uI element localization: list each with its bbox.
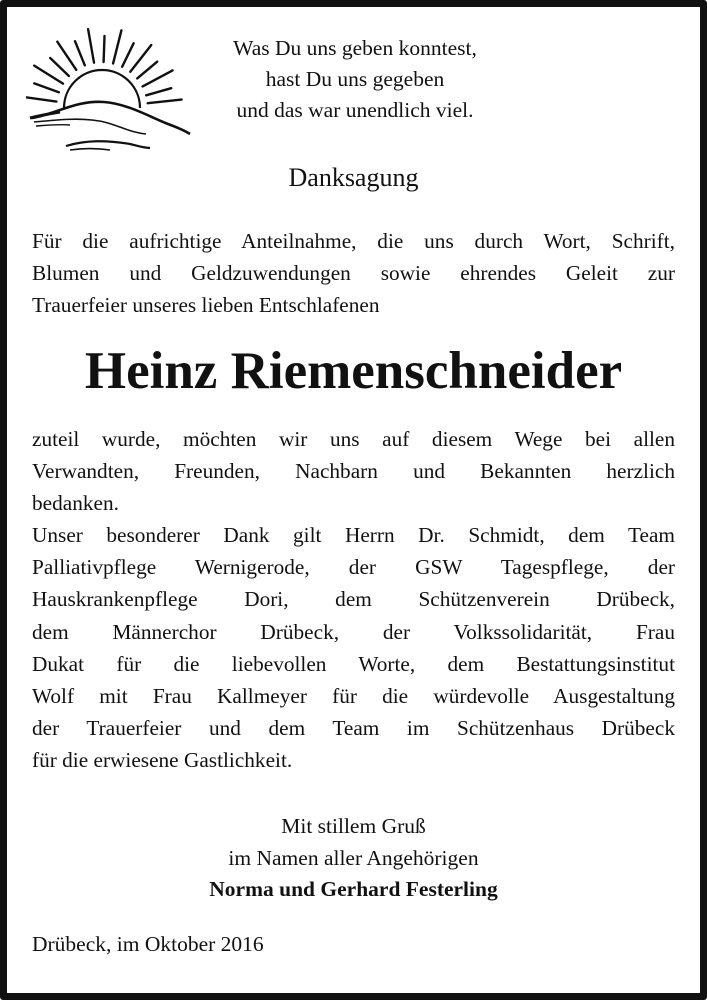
rising-sun-icon [26, 22, 194, 162]
thanks-line: zuteil wurde, möchten wir uns auf diesem Wege bei allen [32, 427, 675, 451]
sun-ray [137, 62, 157, 79]
sun-ray [104, 36, 105, 62]
intro-line: Trauerfeier unseres lieben Entschlafenen [32, 293, 380, 318]
thanks-line: Palliativpflege Wernigerode, der GSW Tagespflege, der [32, 555, 675, 580]
heading: Danksagung [288, 163, 419, 192]
sun-ray [113, 30, 121, 63]
sun-ray [34, 66, 63, 84]
thanks-line: Verwandten, Freunden, Nachbarn und Bekannten herzlich [32, 459, 675, 484]
poem-line: Was Du uns geben konntest, [233, 36, 477, 60]
intro-line: Für die aufrichtige Anteilnahme, die uns durch Wort, Schrift, [32, 229, 675, 253]
sun-ray [122, 43, 133, 66]
closing [0, 811, 707, 906]
poem-line: und das war unendlich viel. [236, 98, 474, 122]
sun-ray [57, 42, 76, 70]
place-date: Drübeck, im Oktober 2016 [32, 932, 264, 956]
sun-ray [148, 100, 182, 104]
thanks-line: bedanken. [32, 491, 119, 516]
deceased-name: Heinz Riemenschneider [84, 342, 623, 400]
thanks-line: der Trauerfeier und dem Team im Schützenhaus Drübeck [32, 715, 675, 740]
thanks-paragraph [32, 423, 675, 776]
intro-line: Blumen und Geldzuwendungen sowie ehrendes Geleit zur [32, 261, 675, 286]
sun-ray [88, 29, 94, 63]
intro-paragraph [32, 225, 675, 321]
thanks-line: Hauskrankenpflege Dori, dem Schützenverein Drübeck, [32, 587, 675, 612]
sun-ray [143, 70, 173, 86]
sun-ray [50, 58, 69, 76]
thanks-line: für die erwiesene Gastlichkeit. [32, 747, 293, 772]
closing-on-behalf: im Namen aller Angehörigen [228, 845, 479, 870]
thanks-line: Unser besonderer Dank gilt Herrn Dr. Schmidt, dem Team [32, 523, 675, 548]
poem-line: hast Du uns gegeben [265, 67, 445, 91]
closing-signers: Norma und Gerhard Festerling [209, 877, 498, 901]
thanks-line: Dukat für die liebevollen Worte, dem Bestattungsinstitut [32, 651, 675, 676]
sun-ray [146, 88, 171, 95]
closing-greeting: Mit stillem Gruß [281, 814, 426, 838]
sun-ray [26, 97, 56, 102]
poem [190, 33, 520, 126]
sun-ray [75, 41, 85, 65]
thanks-line: Wolf mit Frau Kallmeyer für die würdevolle Ausgestaltung [32, 683, 675, 708]
sun-ray [34, 83, 59, 92]
thanks-line: dem Männerchor Drübeck, der Volkssolidarität, Frau [32, 619, 675, 644]
